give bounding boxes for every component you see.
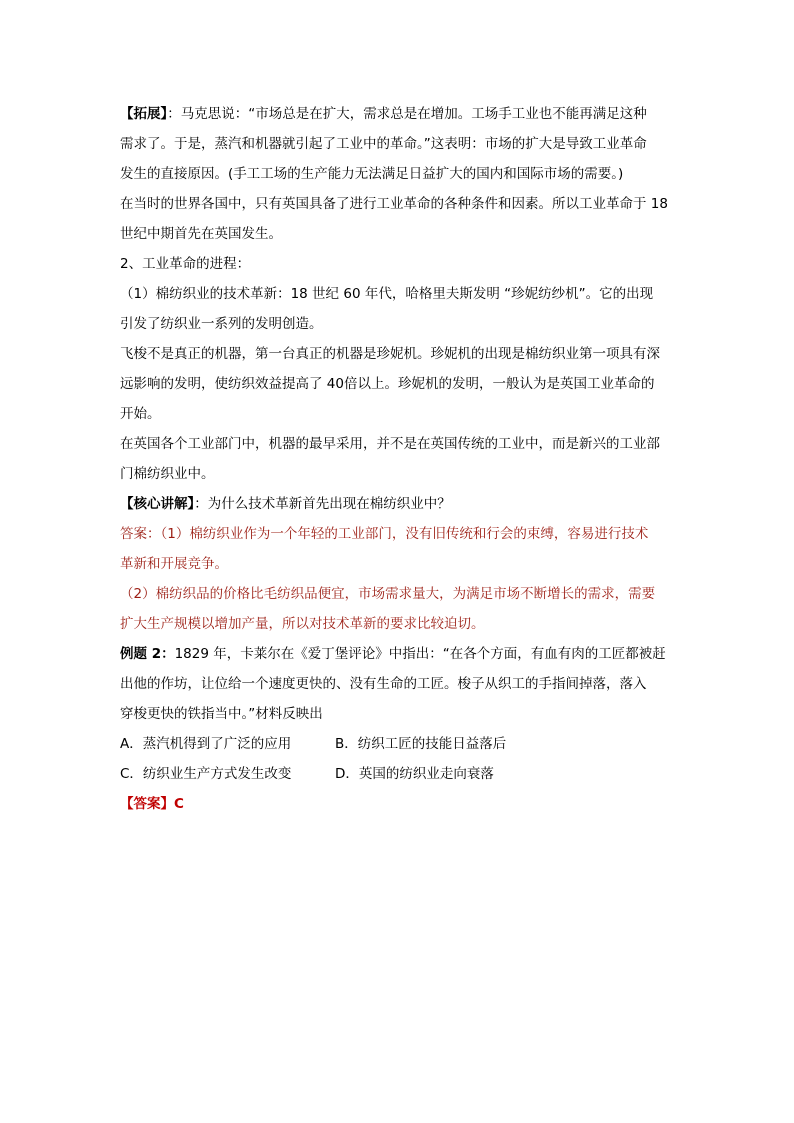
extension-line-2: 需求了。于是，蒸汽和机器就引起了工业中的革命。”这表明：市场的扩大是导致工业革命 — [120, 136, 647, 152]
core-answer-line-2: 革新和开展竞争。 — [120, 556, 228, 572]
cotton-para-line-1: （1）棉纺织业的技术革新：18 世纪 60 年代，哈格里夫斯发明 “珍妮纺纱机”。它的出现 — [120, 286, 654, 302]
jenny-para-line-1: 飞梭不是真正的机器，第一台真正的机器是珍妮机。珍妮机的出现是棉纺织业第一项具有深 — [120, 346, 660, 362]
example-line-2: 出他的作坊，让位给一个速度更快的、没有生命的工匠。梭子从织工的手指间掉落，落入 — [120, 676, 647, 692]
britain-para-line-1: 在当时的世界各国中，只有英国具备了进行工业革命的各种条件和因素。所以工业革命于 18 — [120, 196, 668, 212]
core-answer-line-1: 答案：（1）棉纺织业作为一个年轻的工业部门，没有旧传统和行会的束缚，容易进行技术 — [120, 526, 649, 542]
answer-tag: 【答案】 — [120, 796, 174, 812]
option-d: D．英国的纺织业走向衰落 — [335, 766, 494, 782]
process-heading: 2、工业革命的进程： — [120, 256, 251, 272]
core-question-line — [120, 489, 676, 519]
example-tag: 例题 2： — [120, 646, 175, 662]
example-text-1: 1829 年，卡莱尔在《爱丁堡评论》中指出：“在各个方面，有血有肉的工匠都被赶 — [174, 646, 666, 662]
extension-tag: 【拓展】 — [120, 106, 168, 122]
example-line-1 — [120, 639, 676, 669]
britain-para-line-2: 世纪中期首先在英国发生。 — [120, 226, 282, 242]
extension-text-1: ：马克思说：“市场总是在扩大，需求总是在增加。工场手工业也不能再满足这种 — [167, 106, 647, 122]
extension-line-1 — [120, 99, 676, 129]
jenny-para-line-3: 开始。 — [120, 406, 161, 422]
answer-line — [120, 789, 676, 819]
answer-value: C — [174, 796, 184, 812]
sector-para-line-2: 门棉纺织业中。 — [120, 466, 215, 482]
options-row-1 — [120, 729, 676, 759]
core-tag: 【核心讲解】 — [120, 496, 195, 512]
extension-line-3: 发生的直接原因。(手工工场的生产能力无法满足日益扩大的国内和国际市场的需要。) — [120, 166, 624, 182]
option-b: B．纺织工匠的技能日益落后 — [335, 736, 507, 752]
core-question: ：为什么技术革新首先出现在棉纺织业中？ — [194, 496, 451, 512]
sector-para-line-1: 在英国各个工业部门中，机器的最早采用，并不是在英国传统的工业中，而是新兴的工业部 — [120, 436, 660, 452]
options-row-2 — [120, 759, 676, 789]
document-page — [120, 99, 676, 819]
option-c: C．纺织业生产方式发生改变 — [120, 766, 292, 782]
cotton-para-line-2: 引发了纺织业一系列的发明创造。 — [120, 316, 323, 332]
option-a: A．蒸汽机得到了广泛的应用 — [120, 736, 292, 752]
jenny-para-line-2: 远影响的发明，使纺织效益提高了 40倍以上。珍妮机的发明，一般认为是英国工业革命的 — [120, 376, 655, 392]
core-answer-line-3: （2）棉纺织品的价格比毛纺织品便宜，市场需求量大，为满足市场不断增长的需求，需要 — [120, 586, 656, 602]
core-answer-line-4: 扩大生产规模以增加产量，所以对技术革新的要求比较迫切。 — [120, 616, 485, 632]
example-line-3: 穿梭更快的铁指当中。”材料反映出 — [120, 706, 323, 722]
